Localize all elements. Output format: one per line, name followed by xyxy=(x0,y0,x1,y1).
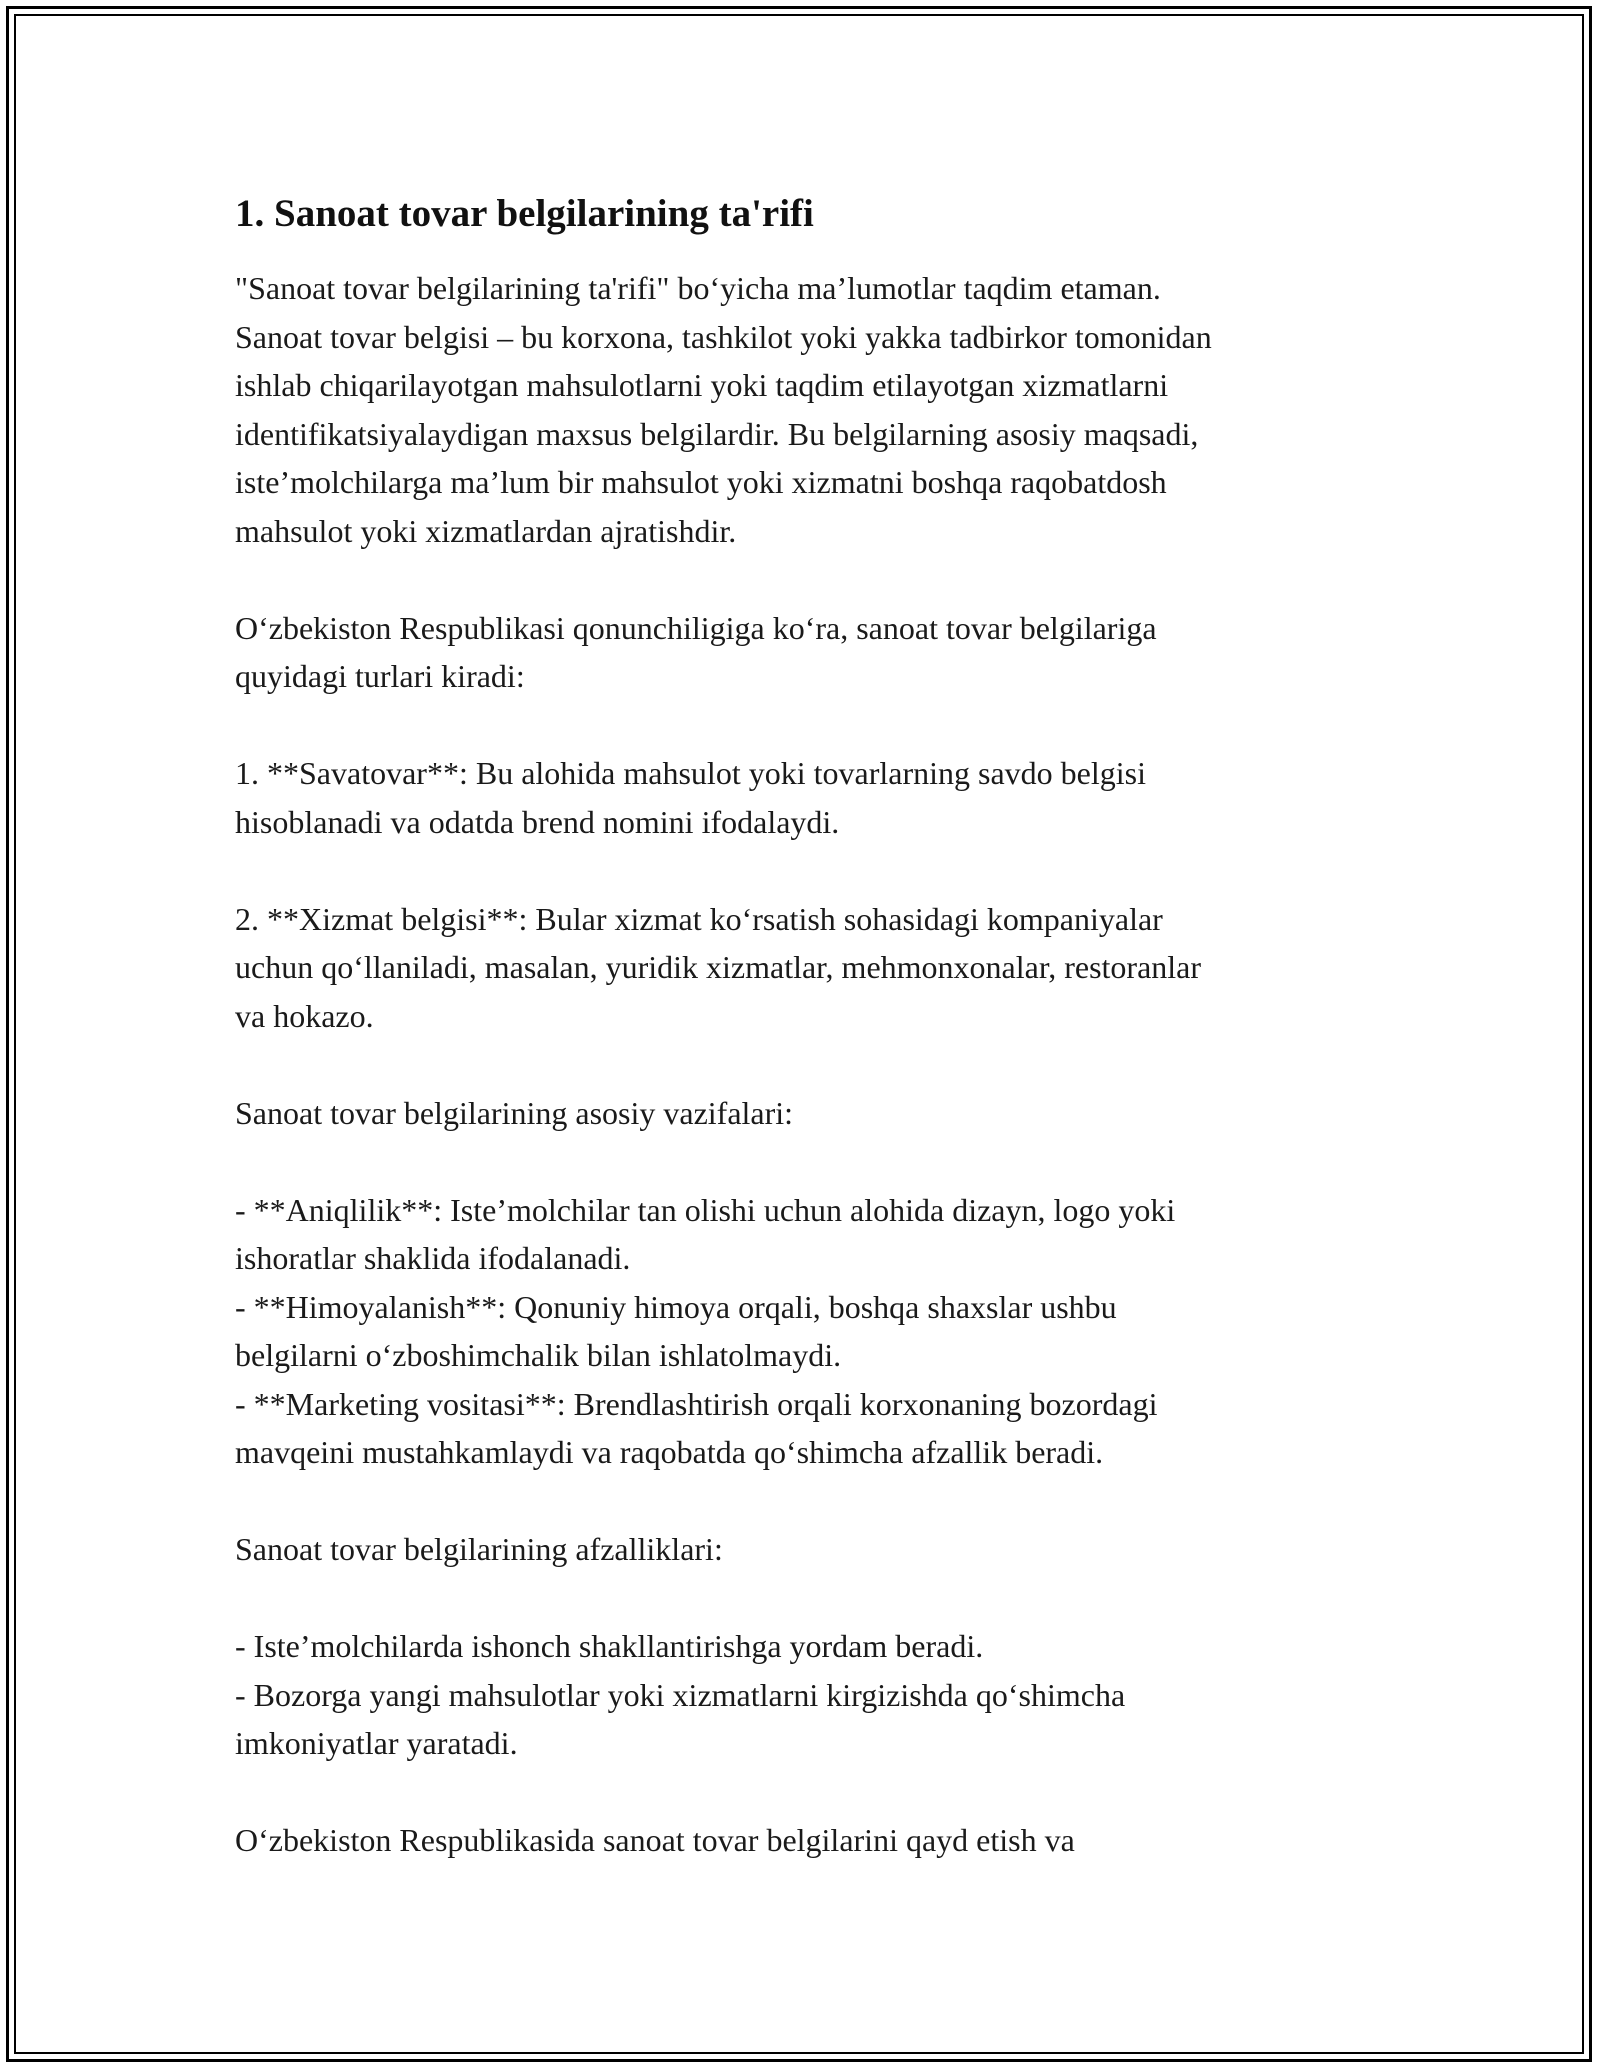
paragraph xyxy=(235,1186,1395,1477)
text-line: "Sanoat tovar belgilarining ta'rifi" bo‘yicha ma’lumotlar taqdim etaman. xyxy=(235,270,1161,306)
text-line: O‘zbekiston Respublikasida sanoat tovar belgilarini qayd etish va xyxy=(235,1822,1075,1858)
document-paragraphs xyxy=(235,264,1395,1865)
paragraph-spacer xyxy=(235,555,1395,604)
paragraph xyxy=(235,1089,1395,1138)
paragraph xyxy=(235,1816,1395,1865)
paragraph-spacer xyxy=(235,1574,1395,1623)
paragraph-spacer xyxy=(235,1137,1395,1186)
text-line: O‘zbekiston Respublikasi qonunchiligiga ko‘ra, sanoat tovar belgilariga xyxy=(235,609,1157,646)
text-line: mahsulot yoki xizmatlardan ajratishdir. xyxy=(235,512,737,549)
text-line: quyidagi turlari kiradi: xyxy=(235,658,525,694)
paragraph xyxy=(235,895,1395,1041)
text-line: uchun qo‘llaniladi, masalan, yuridik xizmatlar, mehmonxonalar, restoranlar xyxy=(235,949,1202,985)
text-line: Sanoat tovar belgilarining afzalliklari: xyxy=(235,1531,723,1567)
text-line: 1. **Savatovar**: Bu alohida mahsulot yoki tovarlarning savdo belgisi xyxy=(235,755,1146,791)
paragraph xyxy=(235,604,1395,701)
text-line: mavqeini mustahkamlaydi va raqobatda qo‘shimcha afzallik beradi. xyxy=(235,1434,1104,1470)
text-line: 2. **Xizmat belgisi**: Bular xizmat ko‘rsatish sohasidagi kompaniyalar xyxy=(235,900,1163,937)
document-body xyxy=(235,190,1395,1865)
text-line: imkoniyatlar yaratadi. xyxy=(235,1725,518,1761)
text-line: belgilarni o‘zboshimchalik bilan ishlatolmaydi. xyxy=(235,1337,842,1373)
text-line: iste’molchilarga ma’lum bir mahsulot yoki xizmatni boshqa raqobatdosh xyxy=(235,464,1167,500)
text-line: hisoblanadi va odatda brend nomini ifodalaydi. xyxy=(235,803,840,840)
text-line: Sanoat tovar belgilarining asosiy vazifalari: xyxy=(235,1094,794,1131)
paragraph xyxy=(235,264,1395,555)
paragraph-spacer xyxy=(235,701,1395,750)
text-line: - Bozorga yangi mahsulotlar yoki xizmatlarni kirgizishda qo‘shimcha xyxy=(235,1676,1126,1713)
text-line: - Iste’molchilarda ishonch shakllantirishga yordam beradi. xyxy=(235,1628,984,1664)
text-line: Sanoat tovar belgisi – bu korxona, tashkilot yoki yakka tadbirkor tomonidan xyxy=(235,318,1212,355)
paragraph-spacer xyxy=(235,846,1395,895)
text-line: va hokazo. xyxy=(235,997,374,1034)
text-line: - **Marketing vositasi**: Brendlashtirish orqali korxonaning bozordagi xyxy=(235,1385,1158,1422)
section-heading: 1. Sanoat tovar belgilarining ta'rifi xyxy=(235,192,814,235)
paragraph-spacer xyxy=(235,1477,1395,1526)
paragraph xyxy=(235,749,1395,846)
text-line: - **Aniqlilik**: Iste’molchilar tan olishi uchun alohida dizayn, logo yoki xyxy=(235,1191,1176,1228)
paragraph-spacer xyxy=(235,1040,1395,1089)
paragraph xyxy=(235,1525,1395,1574)
paragraph-spacer xyxy=(235,1768,1395,1817)
text-line: - **Himoyalanish**: Qonuniy himoya orqali, boshqa shaxslar ushbu xyxy=(235,1288,1117,1325)
text-line: ishlab chiqarilayotgan mahsulotlarni yoki taqdim etilayotgan xizmatlarni xyxy=(235,367,1169,403)
paragraph xyxy=(235,1622,1395,1768)
text-line: ishoratlar shaklida ifodalanadi. xyxy=(235,1240,631,1276)
text-line: identifikatsiyalaydigan maxsus belgilardir. Bu belgilarning asosiy maqsadi, xyxy=(235,415,1199,452)
